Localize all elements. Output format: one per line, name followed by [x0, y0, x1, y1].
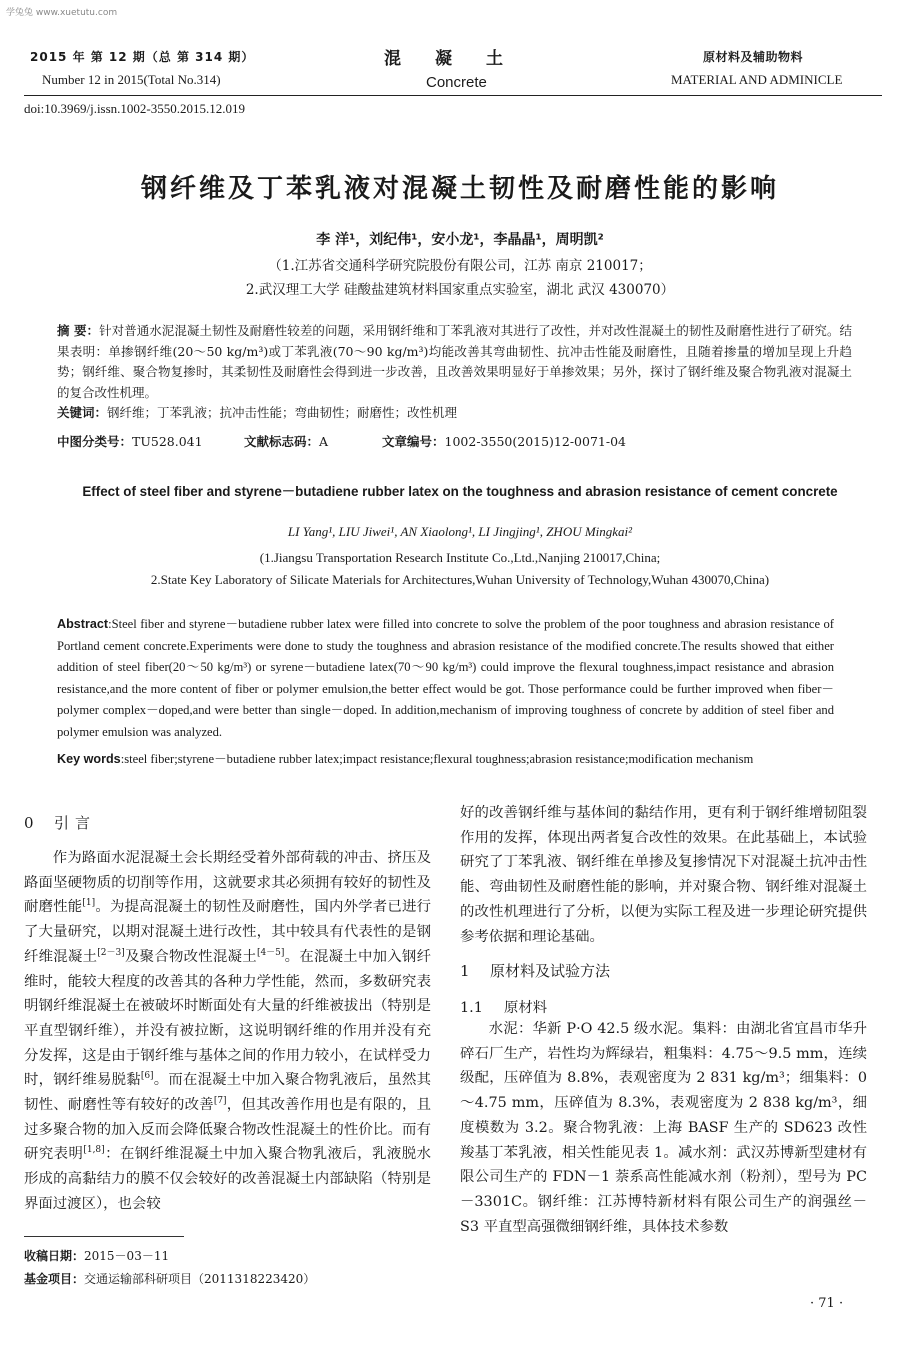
section-1-1-title: 原材料	[504, 1000, 548, 1016]
meta-article-label: 文章编号：	[382, 434, 445, 449]
citation-7: [7]	[213, 1096, 227, 1107]
intro-text-g: ：在钢纤维混凝土中加入聚合物乳液后，乳液脱水形成的高黏结力的膜不仅会较好的改善混凝土内部缺陷（特别是界面过渡区），也会较	[24, 1146, 431, 1212]
materials-paragraph: 水泥：华新 P·O 42.5 级水泥。集料：由湖北省宜昌市华升碎石厂生产，岩性均为辉绿岩，粗集料：4.75～9.5 mm，连续级配，压碎值为 8.8%，表观密度为 2 831 kg/m³；细集料：0～4.75 mm，压碎值为 8.3%，表观密度为 2 838 kg/m³，细度模数为 3.2。聚合物乳液：上海 BASF 生产的 SD623 改性羧基丁苯乳液，相关性能见表 1。减水剂：武汉苏博新型建材有限公司生产的 FDN－1 萘系高性能减水剂（粉剂），型号为 PC－3301C。钢纤维：江苏博特新材料有限公司生产的润强丝－S3 平直型高强微细钢纤维，具体技术参数	[460, 1021, 867, 1235]
meta-clc-value: TU528.041	[132, 434, 203, 449]
doi: doi:10.3969/j.issn.1002-3550.2015.12.019	[24, 101, 246, 116]
header-issue-cn: 2015 年 第 12 期（总 第 314 期）	[30, 50, 255, 64]
affiliation-en-2: 2.State Key Laboratory of Silicate Materials for Architectures,Wuhan University of Technology,Wuhan 430070,China)	[150, 572, 770, 587]
right-column-top	[460, 801, 867, 949]
section-1-title: 原材料及试验方法	[490, 962, 611, 980]
meta-article-value: 1002-3550(2015)12-0071-04	[444, 434, 626, 449]
affiliation-cn-2: 2.武汉理工大学 硅酸盐建筑材料国家重点实验室，湖北 武汉 430070）	[245, 282, 675, 298]
intro-continued-paragraph: 好的改善钢纤维与基体间的黏结作用，更有利于钢纤维增韧阻裂作用的发挥，体现出两者复合改性的效果。在此基础上，本试验研究了丁苯乳液、钢纤维在单掺及复掺情况下对混凝土抗冲击性能、弯曲韧性及耐磨性能的影响，并对聚合物、钢纤维对混凝土的改性机理进行了分析，以便为实际工程及进一步理论研究提供参考依据和理论基础。	[460, 805, 867, 945]
abstract-cn	[57, 321, 852, 424]
abstract-en	[57, 614, 834, 744]
section-0-number: 0	[24, 814, 34, 832]
header-journal-cn: 混凝土	[384, 49, 537, 69]
watermark-text: 学兔兔 www.xuetutu.com	[6, 8, 118, 18]
paper-title-en: Effect of steel fiber and styrene－butadiene rubber latex on the toughness and abrasion resistance of cement concrete	[82, 484, 838, 499]
citation-1-8: [1,8]	[83, 1145, 105, 1156]
right-column-materials	[460, 1017, 867, 1239]
header-section-en: MATERIAL AND ADMINICLE	[671, 72, 843, 87]
section-1-1-number: 1.1	[460, 1000, 483, 1016]
fund-value: 交通运输部科研项目（2011318223420）	[84, 1272, 316, 1286]
section-1-1-heading	[460, 996, 547, 1017]
header-section-cn: 原材料及辅助物料	[703, 50, 804, 64]
section-0-title: 引言	[54, 814, 97, 832]
meta-doc-value: A	[319, 434, 329, 449]
left-column	[24, 846, 431, 1217]
abstract-en-label: Abstract	[57, 617, 109, 631]
keywords-cn-text: 钢纤维；丁苯乳液；抗冲击性能；弯曲韧性；耐磨性；改性机理	[107, 405, 458, 420]
page-number: · 71 ·	[810, 1296, 844, 1311]
meta-clc	[57, 432, 203, 450]
intro-text-a: 作为路面水泥混凝土会长期经受着外部荷载的冲击、挤压及路面坚硬物质的切削等作用，这就要求其必须拥有较好的韧性及耐磨性能	[24, 850, 431, 916]
meta-clc-label: 中图分类号：	[57, 434, 133, 449]
affiliation-cn-1: （1.江苏省交通科学研究院股份有限公司，江苏 南京 210017；	[268, 258, 652, 274]
authors-cn: 李 洋¹，刘纪伟¹，安小龙¹，李晶晶¹，周明凯²	[316, 232, 604, 248]
footnote-received	[24, 1247, 169, 1264]
abstract-cn-text: 针对普通水泥混凝土韧性及耐磨性较差的问题，采用钢纤维和丁苯乳液对其进行了改性，并对改性混凝土的韧性及耐磨性进行了研究。结果表明：单掺钢纤维(20～50 kg/m³)或丁苯乳液(70～90 kg/m³)均能改善其弯曲韧性、抗冲击性能及耐磨性，且随着掺量的增加呈现上升趋势；钢纤维、聚合物复掺时，其柔韧性及耐磨性会得到进一步改善，且改善效果明显好于单掺效果；另外，探讨了钢纤维及聚合物乳液对混凝土的复合改性机理。	[57, 323, 852, 400]
fund-label: 基金项目：	[24, 1272, 85, 1286]
header-rule	[24, 95, 882, 96]
meta-doc-code	[244, 432, 328, 450]
intro-text-e: 。而在混凝土中加入聚合物乳液后，虽然其韧性、耐磨性等有较好的改善	[24, 1072, 431, 1114]
section-1-heading	[460, 960, 610, 981]
keywords-en	[57, 749, 847, 769]
intro-paragraph	[24, 846, 431, 1217]
abstract-cn-label: 摘 要：	[57, 323, 100, 338]
intro-text-f: ，但其改善作用也是有限的，且过多聚合物的加入反而会降低聚合物改性混凝土的性价比。而有研究表明	[24, 1097, 431, 1163]
authors-en: LI Yang¹, LIU Jiwei¹, AN Xiaolong¹, LI Jingjing¹, ZHOU Mingkai²	[287, 524, 633, 539]
intro-text-c: 及聚合物改性混凝土	[124, 948, 257, 965]
received-label: 收稿日期：	[24, 1249, 85, 1263]
section-0-heading	[24, 812, 96, 833]
keywords-cn	[57, 403, 852, 424]
citation-6: [6]	[140, 1071, 154, 1082]
intro-text-d: 。在混凝土中加入钢纤维时，能较大程度的改善其的各种力学性能，然而，多数研究表明钢纤维混凝土在被破坏时断面处有大量的纤维被拔出（特别是平直型钢纤维），并没有被拉断，这说明钢纤维的作用并没有充分发挥，这是由于钢纤维与基体之间的作用力较小，在试样受力时，钢纤维易脱黏	[24, 948, 431, 1089]
abstract-en-text: :Steel fiber and styrene－butadiene rubber latex were filled into concrete to solve the problem of the poor toughness and abrasion resistance of Portland cement concrete.Experiments were done to study the toughness and abrasion resistance of the modified concrete.The results showed that either addition of steel fiber(20～50 kg/m³) or syrene－butadiene latex(70～90 kg/m³) could improve the flexural toughness,impact resistance and abrasion resistance,and the more content of fiber or polymer emulsion,the better effect would be got. Those performance could be further improved when fiber－polymer complex－doped,and were better than single－doped. In addition,mechanism of improving toughness of concrete by addition of steel fiber and polymer emulsion was analyzed.	[57, 617, 834, 739]
keywords-en-text: :steel fiber;styrene－butadiene rubber latex;impact resistance;flexural toughness;abrasion resistance;modification mechanism	[120, 752, 754, 766]
keywords-en-label: Key words	[57, 752, 121, 766]
paper-title-cn: 钢纤维及丁苯乳液对混凝土韧性及耐磨性能的影响	[140, 174, 779, 204]
keywords-cn-label: 关键词：	[57, 405, 108, 420]
section-1-number: 1	[460, 962, 470, 980]
intro-text-b: 。为提高混凝土的韧性及耐磨性，国内外学者已进行了大量研究，以期对混凝土进行改性，其中较具有代表性的是钢纤维混凝土	[24, 899, 431, 965]
meta-article-number	[382, 432, 626, 450]
header-journal-en: Concrete	[426, 74, 487, 91]
citation-4-5: [4－5]	[256, 948, 285, 959]
received-value: 2015－03－11	[84, 1249, 170, 1263]
header-issue-en: Number 12 in 2015(Total No.314)	[42, 72, 221, 87]
citation-1: [1]	[82, 898, 96, 909]
footnote-fund	[24, 1270, 315, 1287]
affiliation-en-1: (1.Jiangsu Transportation Research Institute Co.,Ltd.,Nanjing 210017,China;	[259, 550, 661, 565]
meta-doc-label: 文献标志码：	[244, 434, 320, 449]
footnote-rule	[24, 1236, 184, 1237]
citation-2-3: [2－3]	[97, 948, 125, 959]
